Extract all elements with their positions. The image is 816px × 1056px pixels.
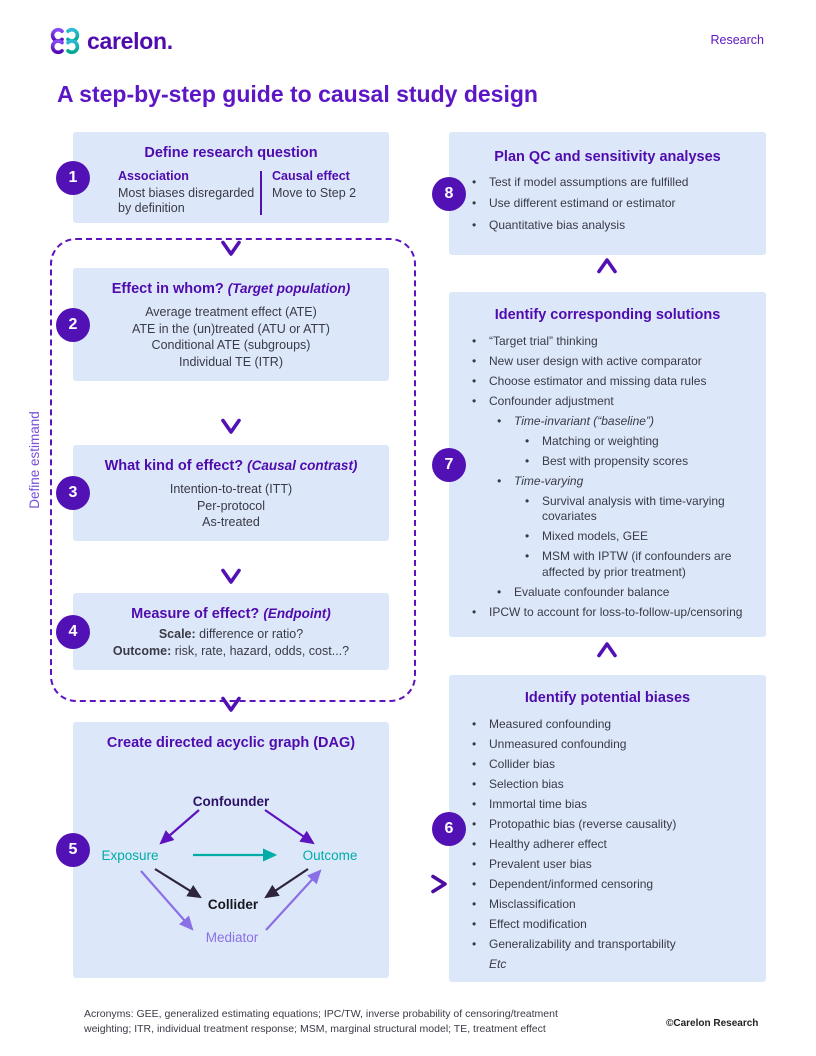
step5-box [68, 722, 389, 978]
edge-exposure-mediator [141, 871, 192, 929]
outcome-text: risk, rate, hazard, odds, cost...? [174, 644, 350, 658]
list-item: • Use different estimand or estimator [472, 196, 752, 211]
dag-mediator-node: Mediator [205, 930, 259, 945]
header-logo [48, 26, 173, 56]
list-item: • Test if model assumptions are fulfilled [472, 175, 752, 190]
scale-text: difference or ratio? [199, 627, 304, 641]
arrow-down-icon [218, 401, 244, 435]
step5-title: Create directed acyclic graph (DAG) [106, 735, 356, 751]
edge-confounder-exposure [161, 810, 199, 843]
edge-confounder-outcome [265, 810, 313, 843]
step7-box [444, 292, 766, 637]
step3-title-main: What kind of effect? [104, 458, 244, 474]
step8-items [449, 175, 766, 233]
list-item: • Best with propensity scores [525, 454, 752, 469]
causal-effect-column [272, 169, 356, 217]
step2-title-note: (Target population) [227, 281, 351, 296]
list-item: • Healthy adherer effect [472, 837, 752, 852]
list-item: Per-protocol [196, 498, 266, 513]
step8-badge: 8 [432, 177, 466, 211]
step8-title: Plan QC and sensitivity analyses [494, 149, 721, 165]
step2-items [73, 304, 389, 370]
step1-badge: 1 [56, 161, 90, 195]
list-item: Intention-to-treat (ITT) [169, 482, 293, 496]
list-item: • Immortal time bias [472, 797, 752, 812]
step4-title-note: (Endpoint) [263, 606, 331, 621]
dag-diagram [73, 752, 389, 978]
step6-badge: 6 [432, 812, 466, 846]
list-item: • Effect modification [472, 917, 752, 932]
arrow-down-icon [218, 677, 244, 713]
outcome-line [73, 643, 389, 660]
step4-box [68, 593, 389, 670]
list-item: • Matching or weighting [525, 434, 752, 449]
step4-items [73, 626, 389, 660]
list-item: Average treatment effect (ATE) [145, 305, 317, 319]
step3-title-note: (Causal contrast) [247, 458, 358, 473]
association-text: Most biases disregarded by definition [118, 185, 255, 215]
step3-title [73, 458, 389, 474]
step1-title: Define research question [144, 145, 318, 161]
list-item: • Generalizability and transportability [472, 937, 752, 952]
step4-badge: 4 [56, 615, 90, 649]
list-item: • Unmeasured confounding [472, 737, 752, 752]
dag-outcome-node: Outcome [302, 848, 358, 863]
column-divider [260, 171, 262, 215]
list-item: • Misclassification [472, 897, 752, 912]
step2-box [68, 268, 389, 381]
arrow-down-icon [218, 223, 244, 257]
arrow-up-icon [594, 257, 620, 291]
step2-title-main: Effect in whom? [111, 281, 224, 297]
dag-confounder-node: Confounder [192, 794, 270, 809]
edge-outcome-collider [266, 869, 308, 897]
step1-box [68, 132, 389, 223]
list-item: • Time-varying [497, 474, 752, 489]
list-item: ATE in the (un)treated (ATU or ATT) [132, 321, 330, 336]
list-item: • Prevalent user bias [472, 857, 752, 872]
footer-copyright: ©Carelon Research [666, 1018, 759, 1029]
arrow-down-icon [218, 551, 244, 585]
carelon-mark-icon [48, 26, 82, 56]
step3-badge: 3 [56, 476, 90, 510]
page-title: A step-by-step guide to causal study design [57, 81, 538, 107]
list-item: • Confounder adjustment [472, 394, 752, 409]
list-item: • Choose estimator and missing data rules [472, 374, 752, 389]
list-item: • Time-invariant (“baseline”) [497, 414, 752, 429]
list-item: As-treated [202, 515, 260, 529]
list-item: • New user design with active comparator [472, 354, 752, 369]
step3-box [68, 445, 389, 541]
list-item: • Selection bias [472, 777, 752, 792]
step6-title: Identify potential biases [524, 690, 691, 706]
estimand-label: Define estimand [27, 411, 42, 509]
step7-items [449, 334, 766, 620]
list-item: • IPCW to account for loss-to-follow-up/censoring [472, 605, 752, 620]
list-item: • Dependent/informed censoring [472, 877, 752, 892]
association-label: Association [118, 169, 189, 183]
step7-badge: 7 [432, 448, 466, 482]
step2-badge: 2 [56, 308, 90, 342]
causal-effect-label: Causal effect [272, 169, 350, 183]
step6-box [444, 675, 766, 982]
list-item: Conditional ATE (subgroups) [151, 338, 311, 352]
step8-box [444, 132, 766, 255]
arrow-right-icon [396, 872, 450, 896]
list-item: • Protopathic bias (reverse causality) [472, 817, 752, 832]
edge-exposure-collider [155, 869, 200, 897]
research-label: Research [710, 33, 764, 47]
step2-title [73, 281, 389, 297]
step6-items [449, 717, 766, 972]
dag-exposure-node: Exposure [101, 848, 159, 863]
causal-effect-text: Move to Step 2 [272, 185, 357, 200]
list-item: • Evaluate confounder balance [497, 585, 752, 600]
list-item-etc: Etc [489, 957, 507, 971]
dag-collider-node: Collider [207, 897, 259, 912]
step5-badge: 5 [56, 833, 90, 867]
step3-items [73, 481, 389, 531]
step7-title: Identify corresponding solutions [494, 307, 721, 323]
list-item: • Survival analysis with time-varying covariates [525, 494, 752, 525]
association-column [118, 169, 260, 217]
list-item: • Mixed models, GEE [525, 529, 752, 544]
list-item: • Measured confounding [472, 717, 752, 732]
step1-columns [118, 169, 389, 217]
outcome-label: Outcome: [112, 644, 172, 658]
list-item: • “Target trial” thinking [472, 334, 752, 349]
scale-label: Scale: [158, 627, 196, 641]
step4-title [73, 606, 389, 622]
list-item: • Collider bias [472, 757, 752, 772]
scale-line [73, 626, 389, 643]
footer-acronyms: Acronyms: GEE, generalized estimating equations; IPC/TW, inverse probability of censoring/treatment weighting; ITR, individual treatment response; MSM, marginal structural model; TE, treatment effect [84, 1008, 558, 1035]
list-item: Individual TE (ITR) [179, 354, 283, 369]
step4-title-main: Measure of effect? [131, 606, 260, 622]
list-item: • Quantitative bias analysis [472, 218, 752, 233]
arrow-up-icon [594, 641, 620, 675]
brand-wordmark: carelon. [87, 27, 173, 54]
list-item: • MSM with IPTW (if confounders are affected by prior treatment) [525, 549, 752, 580]
